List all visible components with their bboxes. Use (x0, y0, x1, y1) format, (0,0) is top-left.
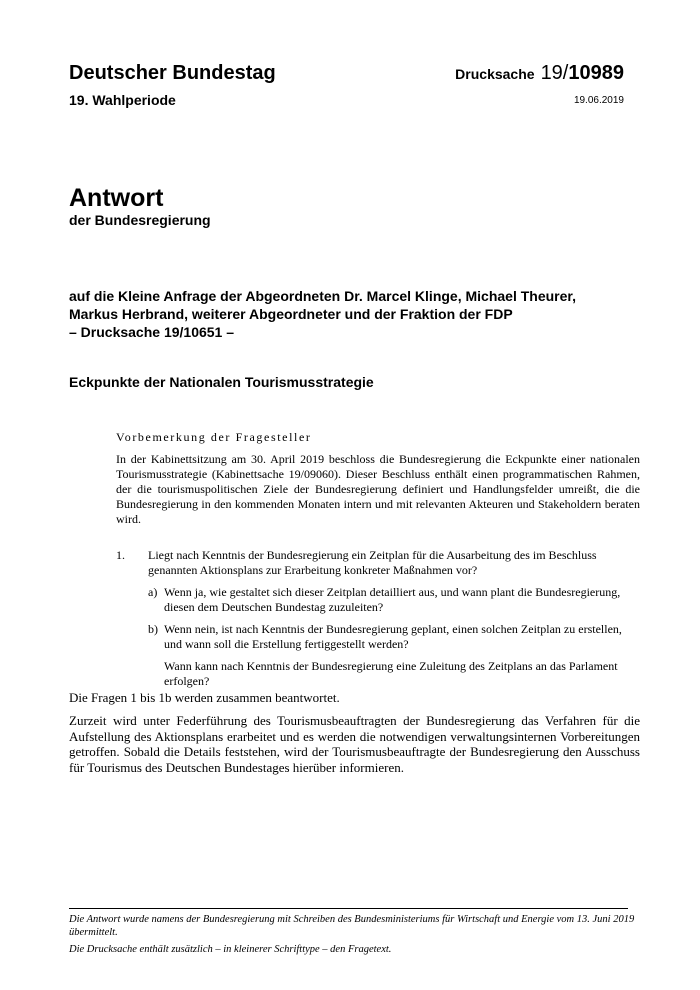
answer-text: Zurzeit wird unter Federführung des Tourismusbeauftragten der Bundesregierung das Verfahren für die Aufstellung des Aktionsplans erarbeitet und es werden die notwendigen verwaltungsinternen Vorbereitungen getroffen. Sobald die Details feststehen, wird der Tourismusbeauftragte der Bundesregierung den Ausschuss für Tourismus des Deutschen Bundestages hierüber informieren. (69, 713, 640, 775)
inquiry-line: auf die Kleine Anfrage der Abgeordneten Dr. Marcel Klinge, Michael Theurer, (69, 288, 576, 304)
drucksache-number (455, 62, 624, 85)
sub-question-followup: Wann kann nach Kenntnis der Bundesregierung eine Zuleitung des Zeitplans an das Parlament erfolgen? (164, 659, 618, 688)
sub-question-label: b) (148, 622, 158, 636)
sub-question-text: Wenn nein, ist nach Kenntnis der Bundesregierung geplant, einen solchen Zeitplan zu erstellen, und wann soll die Erstellung fertiggestellt werden? (164, 622, 622, 651)
organization-name: Deutscher Bundestag (69, 62, 276, 84)
answer-lead: Die Fragen 1 bis 1b werden zusammen beantwortet. (69, 690, 340, 705)
inquiry-line: – Drucksache 19/10651 – (69, 324, 235, 340)
question-number: 1. (116, 548, 125, 562)
footer-note: Die Antwort wurde namens der Bundesregierung mit Schreiben des Bundesministeriums für Wirtschaft und Energie vom 13. Juni 2019 übermittelt. (69, 914, 635, 938)
preliminary-remark-title: Vorbemerkung der Fragesteller (116, 430, 312, 444)
sub-question-a (148, 585, 640, 615)
drucksache-id: 10989 (568, 62, 624, 84)
drucksache-label: Drucksache (455, 66, 535, 82)
question-1 (116, 548, 640, 689)
sub-question-b (148, 622, 640, 652)
inquiry-reference (69, 287, 639, 341)
question-text: Liegt nach Kenntnis der Bundesregierung ein Zeitplan für die Ausarbeitung des im Beschluss genannten Aktionsplans zur Erarbeitung konkreter Maßnahmen vor? (148, 548, 597, 577)
sub-question-text: Wenn ja, wie gestaltet sich dieser Zeitplan detailliert aus, und wann plant die Bundesregierung, diesen dem Deutschen Bundestag zuzuleiten? (164, 585, 621, 614)
footer-note: Die Drucksache enthält zusätzlich – in kleinerer Schrifttype – den Fragetext. (69, 944, 392, 955)
footer-divider (69, 908, 628, 909)
legislative-period: 19. Wahlperiode (69, 92, 176, 108)
sub-question-label: a) (148, 585, 158, 599)
document-date: 19.06.2019 (573, 95, 624, 106)
drucksache-prefix: 19/ (540, 62, 569, 84)
preliminary-remark (116, 430, 640, 527)
preliminary-remark-text: In der Kabinettsitzung am 30. April 2019 beschloss die Bundesregierung die Eckpunkte einer nationalen Tourismusstrategie (Kabinettsache 19/09060). Dieser Beschluss enthält einen programmatischen Rahmen, der die tourismuspolitischen Ziele der Bundesregierung definiert und Handlungsfelder umreißt, die die Bundesregierung in den kommenden Monaten intern und mit relevanten Akteuren und Stakeholdern beraten wird. (116, 452, 640, 526)
document-type: Antwort (69, 184, 164, 212)
document-issuer: der Bundesregierung (69, 212, 211, 228)
inquiry-line: Markus Herbrand, weiterer Abgeordneter und der Fraktion der FDP (69, 306, 513, 322)
subject-title: Eckpunkte der Nationalen Tourismusstrategie (69, 374, 374, 390)
